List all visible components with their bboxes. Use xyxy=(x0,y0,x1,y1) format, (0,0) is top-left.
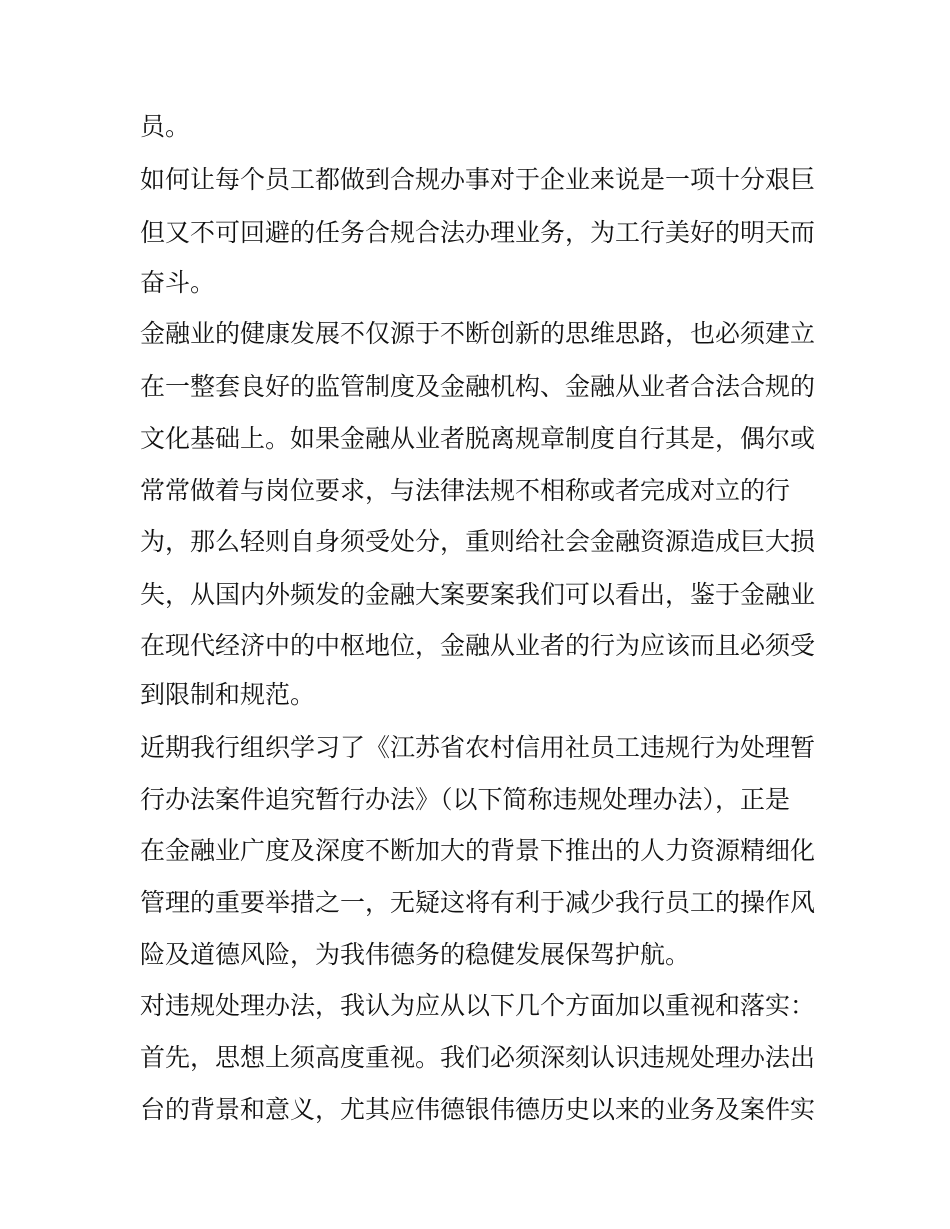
text-line: 管理的重要举措之一，无疑这将有利于减少我行员工的操作风 xyxy=(140,888,816,917)
text-line: 对违规处理办法，我认为应从以下几个方面加以重视和落实： xyxy=(140,991,816,1020)
text-line: 为，那么轻则自身须受处分，重则给社会金融资源造成巨大损 xyxy=(140,527,816,556)
text-line: 台的背景和意义，尤其应伟德银伟德历史以来的业务及案件实 xyxy=(140,1095,816,1124)
text-line: 如何让每个员工都做到合规办事对于企业来说是一项十分艰巨 xyxy=(140,165,816,194)
text-line: 在现代经济中的中枢地位，金融从业者的行为应该而且必须受 xyxy=(140,631,816,660)
text-line: 员。 xyxy=(140,112,191,141)
text-line: 但又不可回避的任务合规合法办理业务，为工行美好的明天而 xyxy=(140,218,816,247)
text-line: 金融业的健康发展不仅源于不断创新的思维思路，也必须建立 xyxy=(140,319,816,348)
text-line: 首先，思想上须高度重视。我们必须深刻认识违规处理办法出 xyxy=(140,1043,816,1072)
text-line: 行办法案件追究暂行办法》（以下简称违规处理办法），正是 xyxy=(140,785,791,814)
text-line: 在一整套良好的监管制度及金融机构、金融从业者合法合规的 xyxy=(140,372,816,401)
text-line: 到限制和规范。 xyxy=(140,680,316,709)
text-line: 奋斗。 xyxy=(140,268,216,297)
text-line: 常常做着与岗位要求，与法律法规不相称或者完成对立的行 xyxy=(140,476,791,505)
text-line: 文化基础上。如果金融从业者脱离规章制度自行其是，偶尔或 xyxy=(140,424,816,453)
text-line: 险及道德风险，为我伟德务的稳健发展保驾护航。 xyxy=(140,940,691,969)
text-line: 在金融业广度及深度不断加大的背景下推出的人力资源精细化 xyxy=(140,836,816,865)
text-line: 失，从国内外频发的金融大案要案我们可以看出，鉴于金融业 xyxy=(140,580,816,609)
text-line: 近期我行组织学习了《江苏省农村信用社员工违规行为处理暂 xyxy=(140,733,816,762)
